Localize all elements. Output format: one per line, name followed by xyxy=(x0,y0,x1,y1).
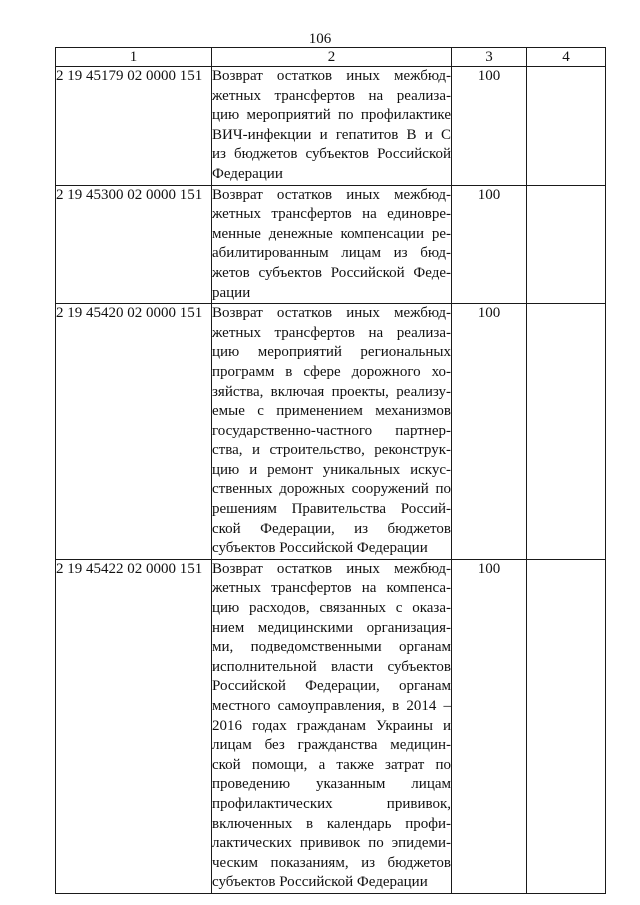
description-line: цию расходов, связанных с оказа- xyxy=(212,600,451,617)
description-line: ства, и строительство, реконструк- xyxy=(212,442,451,459)
description-line: проведению указанным лицам xyxy=(212,776,451,793)
description-line: Возврат остатков иных межбюд- xyxy=(212,68,451,84)
description-line: абилитированным лицам из бюд- xyxy=(212,245,451,262)
header-col-2: 2 xyxy=(212,48,452,67)
description-line: субъектов Российской Федерации xyxy=(212,874,428,891)
table-row xyxy=(56,559,606,893)
amount-cell: 100 xyxy=(452,559,527,893)
description-line: исполнительной власти субъектов xyxy=(212,658,451,675)
description-line: ми, подведомственными органам xyxy=(212,639,451,656)
description-line: ской помощи, а также затрат по xyxy=(212,756,451,773)
description-line: Возврат остатков иных межбюд- xyxy=(212,305,451,322)
description-line: местного самоуправления, в 2014 – xyxy=(212,698,451,714)
description-line: жетных трансфертов на единовре- xyxy=(212,206,451,223)
amount-cell: 100 xyxy=(452,304,527,560)
column-4-cell xyxy=(527,185,606,304)
description-line: цию мероприятий региональных xyxy=(212,344,451,361)
description-line: зяйства, включая проекты, реализу- xyxy=(212,383,451,400)
description-line: Федерации xyxy=(212,165,283,182)
budget-code-cell: 2 19 45422 02 0000 151 xyxy=(56,559,212,893)
description-line: программ в сфере дорожного хо- xyxy=(212,363,451,380)
description-line: жетных трансфертов на реализа- xyxy=(212,87,451,104)
description-line: жетов субъектов Российской Феде- xyxy=(212,264,451,281)
description-line: ской Федерации, из бюджетов xyxy=(212,520,451,537)
description-line: решениям Правительства Россий- xyxy=(212,501,451,518)
description-line: жетных трансфертов на компенса- xyxy=(212,580,451,597)
budget-code-cell: 2 19 45420 02 0000 151 xyxy=(56,304,212,560)
description-line: из бюджетов субъектов Российской xyxy=(212,146,451,163)
table-row xyxy=(56,304,606,560)
budget-code-cell: 2 19 45300 02 0000 151 xyxy=(56,185,212,304)
table-row xyxy=(56,185,606,304)
budget-code-cell: 2 19 45179 02 0000 151 xyxy=(56,67,212,186)
description-line: цию мероприятий по профилактике xyxy=(212,107,451,124)
description-line: жетных трансфертов на реализа- xyxy=(212,324,451,341)
description-line: менные денежные компенсации ре- xyxy=(212,225,451,242)
table-row xyxy=(56,67,606,186)
description-cell xyxy=(212,304,452,560)
header-col-1: 1 xyxy=(56,48,212,67)
description-cell xyxy=(212,67,452,186)
amount-cell: 100 xyxy=(452,185,527,304)
header-col-4: 4 xyxy=(527,48,606,67)
header-row xyxy=(56,48,606,67)
header-col-3: 3 xyxy=(452,48,527,67)
column-4-cell xyxy=(527,559,606,893)
table-body xyxy=(56,67,606,894)
description-line: цию и ремонт уникальных искус- xyxy=(212,461,451,478)
description-line: ВИЧ-инфекции и гепатитов В и С xyxy=(212,126,451,143)
page-number: 106 xyxy=(308,31,332,47)
description-line: субъектов Российской Федерации xyxy=(212,540,428,557)
column-4-cell xyxy=(527,304,606,560)
description-line: нием медицинскими организация- xyxy=(212,619,451,636)
column-4-cell xyxy=(527,67,606,186)
description-line: лактических прививок по эпидеми- xyxy=(212,835,451,852)
description-line: государственно-частного партнер- xyxy=(212,422,451,439)
description-line: профилактических прививок, xyxy=(212,795,451,812)
description-line: ственных дорожных сооружений по xyxy=(212,481,451,498)
description-line: рации xyxy=(212,284,251,301)
description-line: Возврат остатков иных межбюд- xyxy=(212,186,451,203)
description-line: включенных в календарь профи- xyxy=(212,815,451,832)
description-cell xyxy=(212,559,452,893)
description-line: Российской Федерации, органам xyxy=(212,678,451,695)
description-line: Возврат остатков иных межбюд- xyxy=(212,560,451,577)
description-line: лицам без гражданства медицин- xyxy=(212,737,451,754)
description-line: 2016 годах гражданам Украины и xyxy=(212,717,451,734)
amount-cell: 100 xyxy=(452,67,527,186)
description-line: ческим показаниям, из бюджетов xyxy=(212,854,451,871)
description-line: емые с применением механизмов xyxy=(212,403,451,420)
budget-table xyxy=(55,47,606,894)
description-cell xyxy=(212,185,452,304)
